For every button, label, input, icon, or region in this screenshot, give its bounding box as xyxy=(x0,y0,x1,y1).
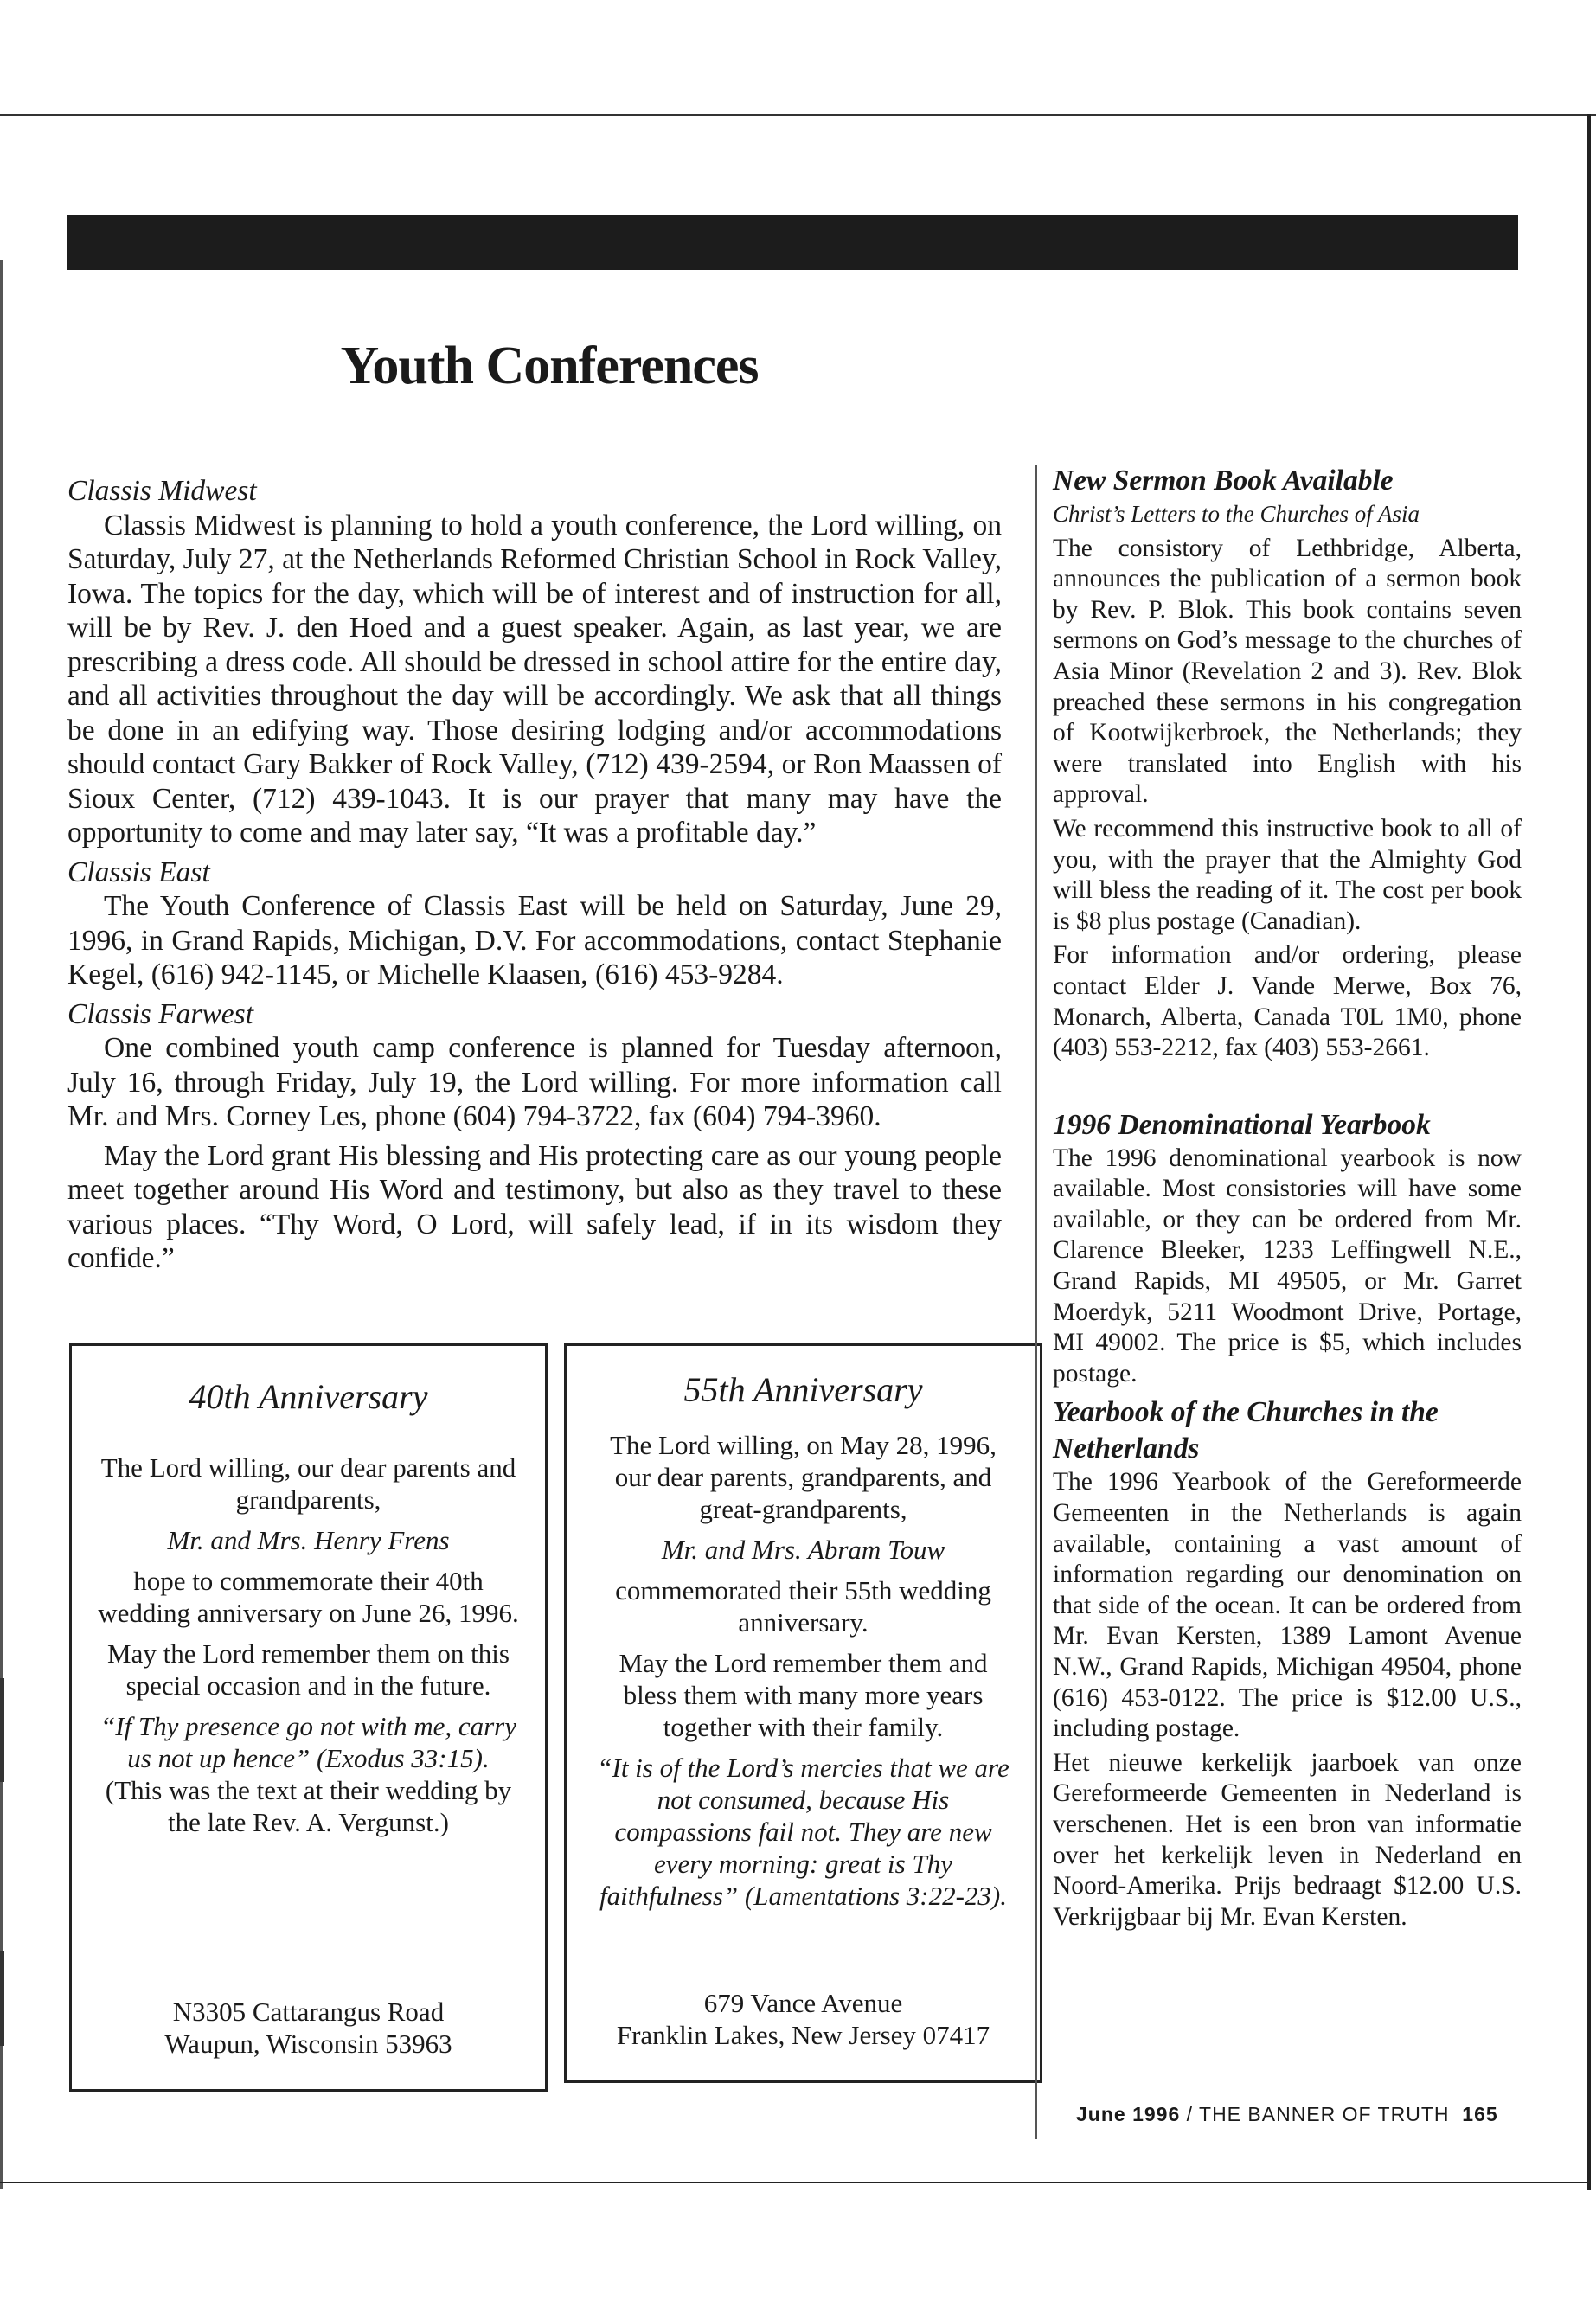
footer-date: June 1996 xyxy=(1076,2103,1181,2125)
scan-mark xyxy=(0,1678,4,1782)
midwest-heading: Classis Midwest xyxy=(67,475,257,507)
anniversary-55-quote: “It is of the Lord’s mercies that we are not consumed, because His compassions fail not. They are new every morning: great is Thy faithfulness” (Lamentations 3:22-23). xyxy=(597,1753,1010,1911)
header-banner xyxy=(67,215,1518,270)
anniversary-40-address-line2: Waupun, Wisconsin 53963 xyxy=(164,2029,452,2059)
main-article xyxy=(67,474,1002,1281)
closing-paragraph: May the Lord grant His blessing and His protecting care as our young people meet together around His Word and testimony, but also as they travel to these various places. “Thy Word, O Lord, will safely lead, if in its wisdom they confide.” xyxy=(67,1139,1002,1274)
anniversary-55-blessing: May the Lord remember them and bless them with many more years together with their family. xyxy=(619,1648,988,1742)
midwest-paragraph: Classis Midwest is planning to hold a youth conference, the Lord willing, on Saturday, July 27, at the Netherlands Reformed Christian School in Rock Valley, Iowa. The topics for the day, which will be of interest and of instruction for all, will be by Rev. J. den Hoed and a guest speaker. Again, as last year, we are prescribing a dress code. All should be dressed in school attire for the entire day, and all activities throughout the day will be accordingly. We ask that all things be done in an edifying way. Those desiring lodging and/or accommodations should contact Gary Bakker of Rock Valley, (712) 439-2594, or Ron Maassen of Sioux Center, (712) 439-1043. It is our prayer that many may have the opportunity to come and may later say, “It was a profitable day.” xyxy=(67,509,1002,849)
column-divider xyxy=(1035,465,1037,2139)
anniversary-55-event: commemorated their 55th wedding anniversary. xyxy=(615,1575,991,1638)
anniversary-55-intro: The Lord willing, on May 28, 1996, our dear parents, grandparents, and great-grandparents, xyxy=(610,1430,997,1524)
sermon-book-paragraph-3: For information and/or ordering, please contact Elder J. Vande Merwe, Box 76, Monarch, Alberta, Canada T0L 1M0, phone (403) 553-2212, fax (403) 553-2661. xyxy=(1053,941,1522,1062)
footer-separator: / xyxy=(1186,2103,1194,2125)
east-heading: Classis East xyxy=(67,856,210,888)
page-title: Youth Conferences xyxy=(340,336,759,395)
sermon-book-subtitle: Christ’s Letters to the Churches of Asia xyxy=(1053,501,1420,527)
top-rule xyxy=(0,114,1596,116)
bottom-page-edge xyxy=(0,2182,1591,2183)
anniversary-40-names: Mr. and Mrs. Henry Frens xyxy=(167,1525,450,1555)
sermon-book-paragraph-1: The consistory of Lethbridge, Alberta, announces the publication of a sermon book by Rev. P. Blok. This book contains seven sermons on God’s message to the churches of Asia Minor (Revelation 2 and 3). Rev. Blok preached these sermons in his congregation of Kootwijkerbroek, the Netherlands; they were translated into English with his approval. xyxy=(1053,534,1522,809)
yearbook-paragraph: The 1996 denominational yearbook is now available. Most consistories will have some available, or they can be ordered from Mr. Clarence Bleeker, 1233 Leffingwell N.E., Grand Rapids, MI 49505, or Mr. Garret Moerdyk, 5211 Woodmont Drive, Portage, MI 49002. The price is $5, which includes postage. xyxy=(1053,1144,1522,1388)
footer-page-number: 165 xyxy=(1462,2103,1498,2125)
anniversary-40-event: hope to commemorate their 40th wedding anniversary on June 26, 1996. xyxy=(98,1566,519,1628)
page-footer xyxy=(1076,2103,1498,2126)
farwest-paragraph: One combined youth camp conference is planned for Tuesday afternoon, July 16, through Friday, July 19, the Lord willing. For more information call Mr. and Mrs. Corney Les, phone (604) 794-3722, fax (604) 794-3960. xyxy=(67,1032,1002,1132)
sermon-book-paragraph-2: We recommend this instructive book to all of you, with the prayer that the Almighty God will bless the reading of it. The cost per book is $8 plus postage (Canadian). xyxy=(1053,814,1522,935)
sermon-book-heading: New Sermon Book Available xyxy=(1053,465,1394,497)
yearbook-heading: 1996 Denominational Yearbook xyxy=(1053,1108,1431,1141)
anniversary-40-note: (This was the text at their wedding by the late Rev. A. Vergunst.) xyxy=(105,1775,512,1837)
east-paragraph: The Youth Conference of Classis East will be held on Saturday, June 29, 1996, in Grand Rapids, Michigan, D.V. For accommodations, contact Stephanie Kegel, (616) 942-1145, or Michelle Klaasen, (616) 453-9284. xyxy=(67,890,1002,990)
anniversary-55-names: Mr. and Mrs. Abram Touw xyxy=(661,1535,945,1565)
nl-yearbook-paragraph-2: Het nieuwe kerkelijk jaarboek van onze Gereformeerde Gemeenten in Nederland is verschenen. Het is een bron van informatie over het kerkelijk leven in Nederland en Noord-Amerika. Prijs bedraagt $12.00 U.S. Verkrijgbaar bij Mr. Evan Kersten. xyxy=(1053,1748,1522,1931)
anniversary-40-address xyxy=(72,1996,545,2060)
left-page-edge xyxy=(0,260,3,2189)
sidebar xyxy=(1053,463,1522,1936)
anniversary-40-intro: The Lord willing, our dear parents and grandparents, xyxy=(100,1452,516,1515)
anniversary-40-blessing: May the Lord remember them on this special occasion and in the future. xyxy=(107,1638,510,1701)
anniversary-55-box xyxy=(564,1343,1042,2083)
anniversary-40-heading: 40th Anniversary xyxy=(189,1377,428,1416)
anniversary-55-address-line2: Franklin Lakes, New Jersey 07417 xyxy=(616,2020,990,2050)
anniversary-40-quote: “If Thy presence go not with me, carry us not up hence” (Exodus 33:15). xyxy=(100,1711,516,1773)
anniversary-55-address xyxy=(567,1987,1040,2051)
farwest-heading: Classis Farwest xyxy=(67,997,254,1030)
anniversary-55-heading: 55th Anniversary xyxy=(683,1370,923,1409)
anniversary-40-box xyxy=(69,1343,548,2092)
scan-mark xyxy=(0,1951,4,2046)
spacer xyxy=(1053,1067,1522,1107)
anniversary-55-address-line1: 679 Vance Avenue xyxy=(703,1988,903,2018)
anniversary-40-address-line1: N3305 Cattarangus Road xyxy=(172,1997,445,2027)
right-page-edge xyxy=(1587,114,1591,2190)
nl-yearbook-heading: Yearbook of the Churches in the Netherlands xyxy=(1053,1396,1439,1465)
footer-publication: THE BANNER OF TRUTH xyxy=(1199,2103,1450,2125)
nl-yearbook-paragraph-1: The 1996 Yearbook of the Gereformeerde Gemeenten in the Netherlands is again available, containing a vast amount of information regarding our denomination on that side of the ocean. It can be ordered from Mr. Evan Kersten, 1389 Lamont Avenue N.W., Grand Rapids, Michigan 49504, phone (616) 453-0122. The price is $12.00 U.S., including postage. xyxy=(1053,1468,1522,1743)
